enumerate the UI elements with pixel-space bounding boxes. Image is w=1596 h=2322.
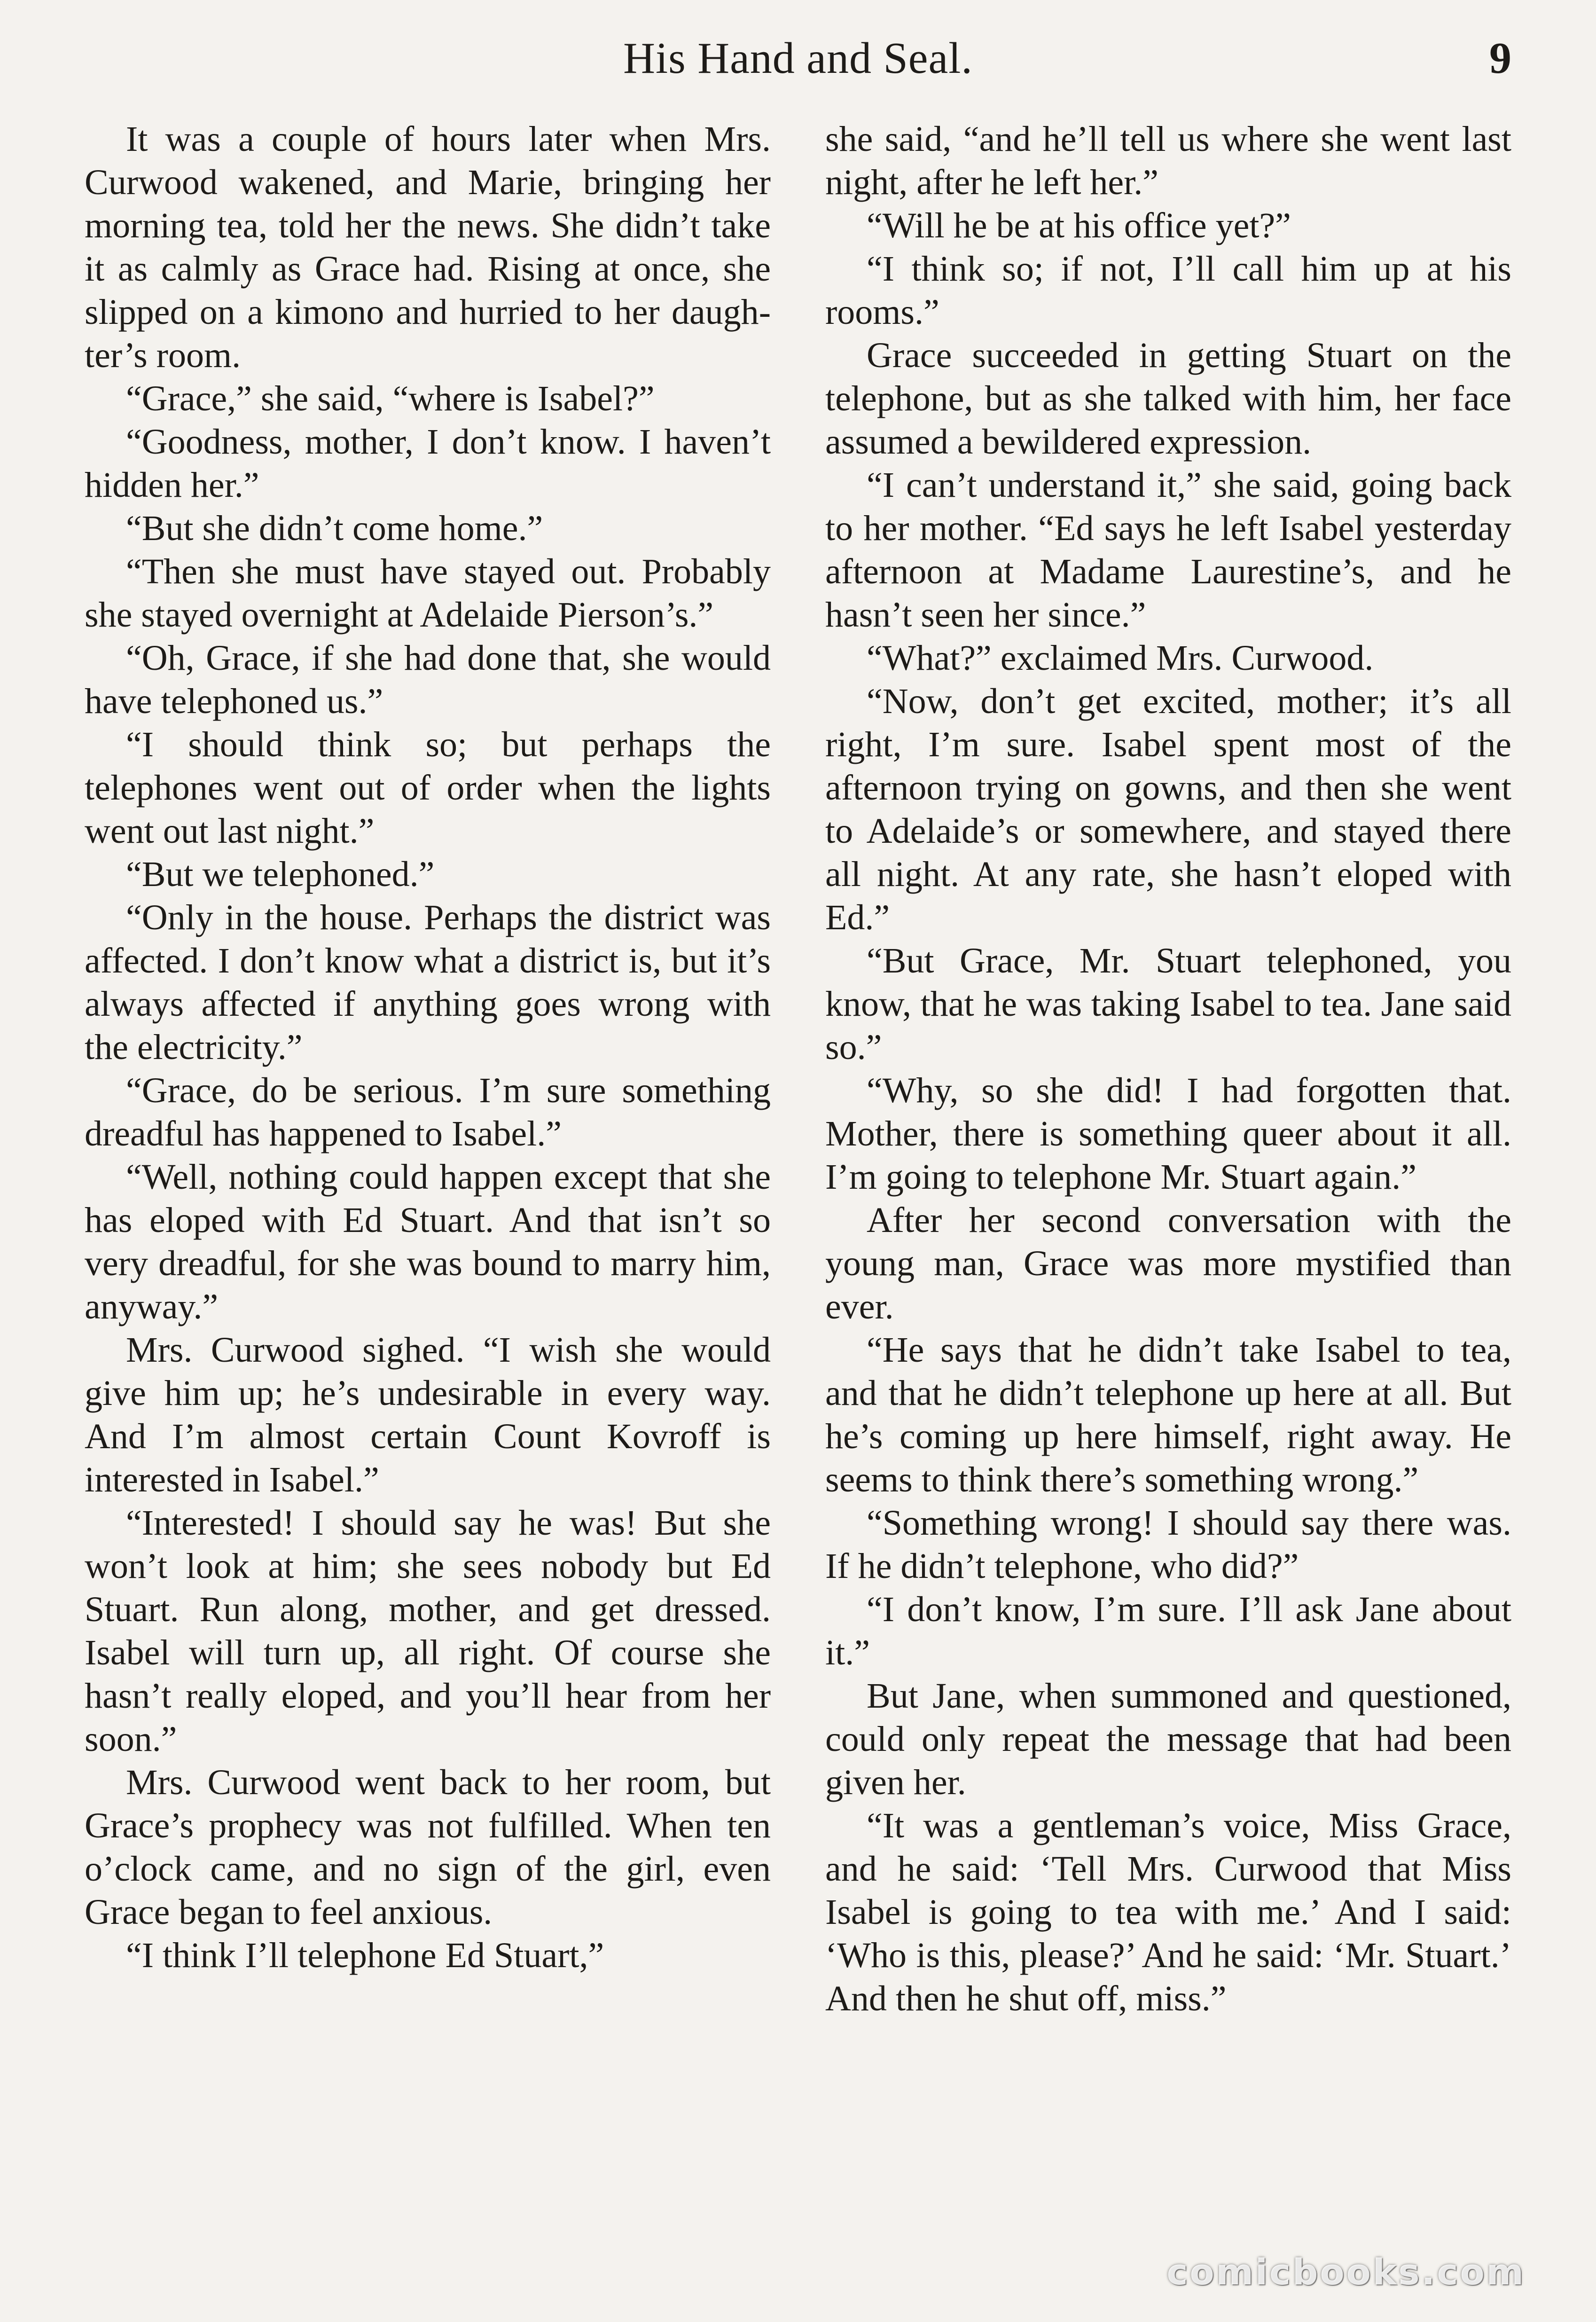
paragraph: “I should think so; but perhaps the telephones went out of order when the lights went out last night.” bbox=[85, 725, 771, 851]
left-column bbox=[85, 118, 771, 2275]
paragraph: “What?” exclaimed Mrs. Curwood. bbox=[867, 638, 1374, 678]
paragraph: “But she didn’t come home.” bbox=[126, 509, 543, 548]
paragraph: “Grace, do be serious. I’m sure something dreadful has happened to Isabel.” bbox=[85, 1071, 771, 1153]
paragraph: But Jane, when summoned and questioned, could only repeat the message that had been given her. bbox=[825, 1676, 1511, 1802]
paragraph: “I can’t understand it,” she said, going back to her mother. “Ed says he left Isabel yesterday afternoon at Madame Laurestine’s, and he hasn’t seen her since.” bbox=[825, 465, 1511, 635]
paragraph: “I think so; if not, I’ll call him up at his rooms.” bbox=[825, 249, 1511, 332]
running-title: His Hand and Seal. bbox=[623, 34, 973, 83]
paragraph: “I don’t know, I’m sure. I’ll ask Jane about it.” bbox=[825, 1590, 1511, 1672]
paragraph: Mrs. Curwood went back to her room, but Grace’s prophecy was not fulfilled. When ten o’clock came, and no sign of the girl, even Grace began to feel anxious. bbox=[85, 1763, 771, 1932]
paragraph: Grace succeeded in getting Stuart on the telephone, but as she talked with him, her face assumed a bewildered expression. bbox=[825, 336, 1511, 462]
paragraph: “Then she must have stayed out. Probably she stayed overnight at Adelaide Pierson’s.” bbox=[85, 552, 771, 635]
paragraph: “Interested! I should say he was! But she won’t look at him; she sees nobody but Ed Stuart. Run along, mother, and get dressed. Isabel will turn up, all right. Of course she hasn’t really eloped, and you’ll hear from her soon.” bbox=[85, 1503, 771, 1759]
text-columns bbox=[85, 118, 1511, 2275]
page-number: 9 bbox=[1489, 34, 1511, 83]
paragraph: “Grace,” she said, “where is Isabel?” bbox=[126, 379, 655, 418]
paragraph: “It was a gentleman’s voice, Miss Grace, and he said: ‘Tell Mrs. Curwood that Miss Isabel is going to tea with me.’ And I said: ‘Who is this, please?’ And he said: ‘Mr. Stuart.’ And then he shut off, miss.” bbox=[825, 1806, 1511, 2018]
paragraph: “But we telephoned.” bbox=[126, 855, 435, 894]
paragraph: “But Grace, Mr. Stuart telephoned, you know, that he was taking Isabel to tea. Jane said so.” bbox=[825, 941, 1511, 1067]
paragraph-continued: she said, “and he’ll tell us where she went last night, after he left her.” bbox=[825, 119, 1511, 202]
paragraph: “Something wrong! I should say there was. If he didn’t telephone, who did?” bbox=[825, 1503, 1511, 1586]
paragraph: “He says that he didn’t take Isabel to tea, and that he didn’t telephone up here at all. But he’s coming up here himself, right away. He seems to think there’s something wrong.” bbox=[825, 1330, 1511, 1499]
paragraph: “Now, don’t get excited, mother; it’s all right, I’m sure. Isabel spent most of the afternoon trying on gowns, and then she went to Adelaide’s or somewhere, and stayed there all night. At any rate, she hasn’t eloped with Ed.” bbox=[825, 682, 1511, 937]
paragraph: “Well, nothing could happen except that she has eloped with Ed Stuart. And that isn’t so very dreadful, for she was bound to marry him, anyway.” bbox=[85, 1157, 771, 1326]
paragraph: “Goodness, mother, I don’t know. I haven’t hidden her.” bbox=[85, 422, 771, 505]
paragraph: Mrs. Curwood sighed. “I wish she would give him up; he’s undesirable in every way. And I’m almost certain Count Kovroff is interested in Isabel.” bbox=[85, 1330, 771, 1499]
watermark: comicbooks.com bbox=[1166, 2251, 1526, 2293]
paragraph: “Oh, Grace, if she had done that, she would have telephoned us.” bbox=[85, 638, 771, 721]
paragraph: “Why, so she did! I had forgotten that. Mother, there is something queer about it all. I’m going to telephone Mr. Stuart again.” bbox=[825, 1071, 1511, 1197]
paragraph: “Only in the house. Perhaps the district was affected. I don’t know what a district is, but it’s always affected if anything goes wrong with the electricity.” bbox=[85, 898, 771, 1067]
paragraph: It was a couple of hours later when Mrs. Curwood wakened, and Marie, bringing her morning tea, told her the news. She didn’t take it as calmly as Grace had. Rising at once, she slipped on a kimono and hurried to her daughter’s room. bbox=[85, 119, 771, 375]
paragraph: “Will he be at his office yet?” bbox=[867, 206, 1291, 245]
right-column bbox=[825, 118, 1511, 2275]
paragraph: After her second conversation with the young man, Grace was more mystified than ever. bbox=[825, 1200, 1511, 1326]
paragraph: “I think I’ll telephone Ed Stuart,” bbox=[126, 1936, 604, 1975]
page-header bbox=[85, 24, 1511, 99]
